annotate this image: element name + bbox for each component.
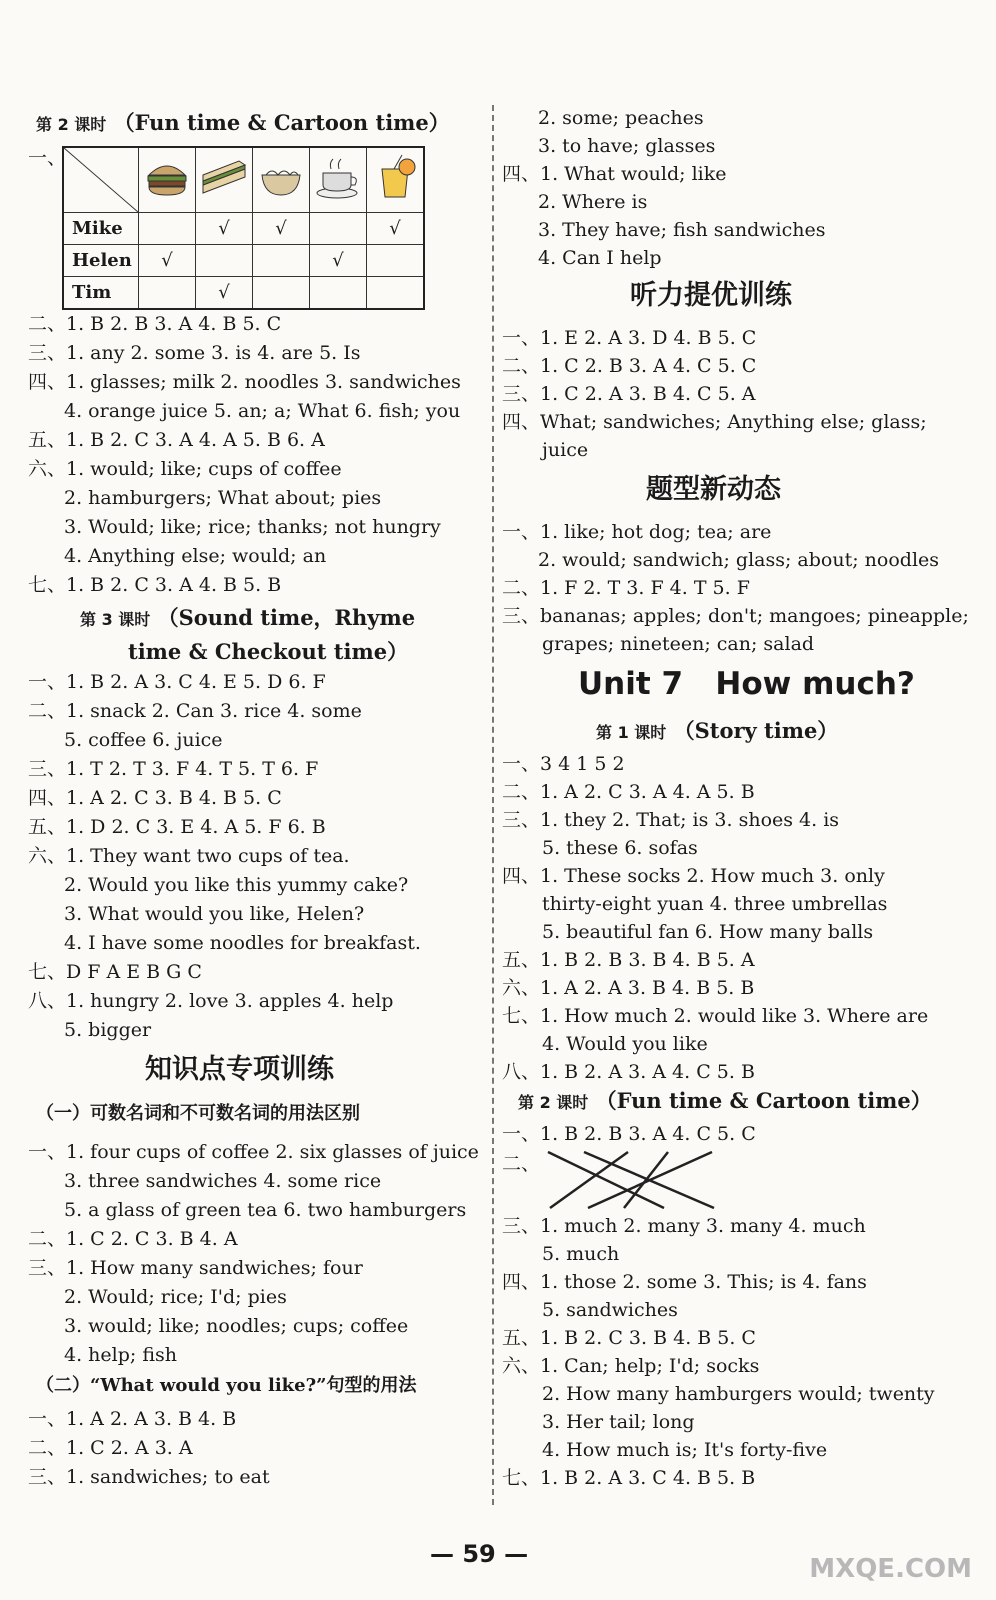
answer-line: 5. sandwiches bbox=[542, 1299, 678, 1321]
answer-line: 三、1. much 2. many 3. many 4. much bbox=[502, 1215, 866, 1237]
answer-line: 五、1. B 2. B 3. B 4. B 5. A bbox=[502, 949, 755, 971]
coffee-icon bbox=[310, 147, 367, 213]
answer-line: 5. much bbox=[542, 1243, 620, 1265]
answer-line: 二、1. snack 2. Can 3. rice 4. some bbox=[28, 700, 362, 722]
subsection-title-2: （二）“What would you like?”句型的用法 bbox=[36, 1375, 417, 1396]
answer-line: 5. these 6. sofas bbox=[542, 837, 698, 859]
answer-line: 七、1. How much 2. would like 3. Where are bbox=[502, 1005, 929, 1027]
table-label: 一、 bbox=[28, 147, 67, 169]
answer-line: 三、1. C 2. A 3. B 4. C 5. A bbox=[502, 383, 756, 405]
noodles-icon bbox=[253, 147, 310, 213]
answer-line: 三、1. sandwiches; to eat bbox=[28, 1466, 270, 1488]
answer-line: 三、1. T 2. T 3. F 4. T 5. T 6. F bbox=[28, 758, 319, 780]
special-training-title: 知识点专项训练 bbox=[145, 1054, 334, 1085]
answer-line: 七、D F A E B G C bbox=[28, 961, 202, 983]
answer-line: 二、1. F 2. T 3. F 4. T 5. F bbox=[502, 577, 750, 599]
answer-line: 2. hamburgers; What about; pies bbox=[64, 487, 382, 509]
answer-line: grapes; nineteen; can; salad bbox=[542, 633, 815, 655]
answer-line: 二、1. C 2. A 3. A bbox=[28, 1437, 193, 1459]
answer-line: 4. How much is; It's forty-five bbox=[542, 1439, 828, 1461]
answer-line: thirty-eight yuan 4. three umbrellas bbox=[542, 893, 888, 915]
answer-line: 5. a glass of green tea 6. two hamburgers bbox=[64, 1199, 467, 1221]
matching-label: 二、 bbox=[502, 1153, 541, 1175]
answer-line: 2. would; sandwich; glass; about; noodles bbox=[538, 549, 940, 571]
answer-line: 五、1. B 2. C 3. B 4. B 5. C bbox=[502, 1327, 756, 1349]
answer-line: 一、1. B 2. B 3. A 4. C 5. C bbox=[502, 1123, 756, 1145]
answer-line: 5. beautiful fan 6. How many balls bbox=[542, 921, 874, 943]
answer-line: 2. Would; rice; I'd; pies bbox=[64, 1286, 287, 1308]
table-row: Helen √ √ bbox=[63, 245, 424, 277]
diagonal-line bbox=[64, 148, 138, 212]
answer-line: 六、1. A 2. A 3. B 4. B 5. B bbox=[502, 977, 755, 999]
answer-line: 3. to have; glasses bbox=[538, 135, 716, 157]
answer-line: 一、3 4 1 5 2 bbox=[502, 753, 625, 775]
watermark: MXQE.COM bbox=[809, 1554, 972, 1584]
answer-line: 八、1. hungry 2. love 3. apples 4. help bbox=[28, 990, 394, 1012]
answer-line: 一、1. four cups of coffee 2. six glasses of juice bbox=[28, 1141, 479, 1163]
answer-line: 3. three sandwiches 4. some rice bbox=[64, 1170, 382, 1192]
answer-line: 四、1. A 2. C 3. B 4. B 5. C bbox=[28, 787, 282, 809]
answer-line: 4. I have some noodles for breakfast. bbox=[64, 932, 421, 954]
answer-line: 五、1. D 2. C 3. E 4. A 5. F 6. B bbox=[28, 816, 326, 838]
answer-line: 4. help; fish bbox=[64, 1344, 177, 1366]
table-row: Tim √ bbox=[63, 277, 424, 310]
new-type-title: 题型新动态 bbox=[646, 474, 781, 505]
matching-lines bbox=[544, 1146, 744, 1214]
answer-line: 5. bigger bbox=[64, 1019, 152, 1041]
answer-line: 四、1. What would; like bbox=[502, 163, 727, 185]
answer-line: 4. orange juice 5. an; a; What 6. fish; you bbox=[64, 400, 461, 422]
answer-line: 二、1. B 2. B 3. A 4. B 5. C bbox=[28, 313, 282, 335]
table-row: Mike √ √ √ bbox=[63, 213, 424, 245]
answer-line: 3. would; like; noodles; cups; coffee bbox=[64, 1315, 409, 1337]
answer-line: 六、1. would; like; cups of coffee bbox=[28, 458, 342, 480]
diagonal-header-cell bbox=[63, 147, 139, 213]
answer-line: 四、1. These socks 2. How much 3. only bbox=[502, 865, 885, 887]
answer-line: 2. Would you like this yummy cake? bbox=[64, 874, 409, 896]
listening-title: 听力提优训练 bbox=[630, 280, 792, 311]
answer-line: 一、1. B 2. A 3. C 4. E 5. D 6. F bbox=[28, 671, 326, 693]
answer-line: juice bbox=[542, 439, 589, 461]
answer-line: 5. coffee 6. juice bbox=[64, 729, 223, 751]
answer-line: 一、1. E 2. A 3. D 4. B 5. C bbox=[502, 327, 757, 349]
answer-line: 三、1. How many sandwiches; four bbox=[28, 1257, 363, 1279]
answer-line: 4. Anything else; would; an bbox=[64, 545, 327, 567]
answer-line: 四、What; sandwiches; Anything else; glass; bbox=[502, 411, 927, 433]
answer-line: 3. What would you like, Helen? bbox=[64, 903, 365, 925]
answer-line: 八、1. B 2. A 3. A 4. C 5. B bbox=[502, 1061, 755, 1083]
answer-line: 三、1. any 2. some 3. is 4. are 5. Is bbox=[28, 342, 361, 364]
answer-line: 2. Where is bbox=[538, 191, 648, 213]
column-divider bbox=[492, 105, 494, 1505]
answer-line: 一、1. like; hot dog; tea; are bbox=[502, 521, 772, 543]
answer-line: 七、1. B 2. A 3. C 4. B 5. B bbox=[502, 1467, 756, 1489]
juice-icon bbox=[367, 147, 425, 213]
u7-lesson2-title: 第 2 课时 （Fun time & Cartoon time） bbox=[518, 1088, 932, 1113]
hamburger-icon bbox=[139, 147, 196, 213]
answer-line: 3. Would; like; rice; thanks; not hungry bbox=[64, 516, 441, 538]
answer-line: 二、1. C 2. C 3. B 4. A bbox=[28, 1228, 238, 1250]
answer-line: 二、1. A 2. C 3. A 4. A 5. B bbox=[502, 781, 755, 803]
lesson3-title-line2: time & Checkout time） bbox=[128, 639, 409, 664]
lesson3-title: 第 3 课时 （Sound time，Rhyme bbox=[80, 605, 416, 630]
page-number: — 59 — bbox=[430, 1540, 529, 1568]
answer-line: 一、1. A 2. A 3. B 4. B bbox=[28, 1408, 237, 1430]
answer-line: 七、1. B 2. C 3. A 4. B 5. B bbox=[28, 574, 282, 596]
answer-line: 3. They have; fish sandwiches bbox=[538, 219, 826, 241]
food-table bbox=[62, 146, 425, 310]
answer-line: 五、1. B 2. C 3. A 4. A 5. B 6. A bbox=[28, 429, 325, 451]
u7-lesson1-title: 第 1 课时 （Story time） bbox=[596, 718, 839, 743]
answer-line: 2. How many hamburgers would; twenty bbox=[542, 1383, 935, 1405]
unit-title: Unit 7 How much? bbox=[578, 666, 915, 702]
answer-line: 六、1. Can; help; I'd; socks bbox=[502, 1355, 760, 1377]
answer-line: 4. Can I help bbox=[538, 247, 662, 269]
sandwich-icon bbox=[196, 147, 253, 213]
answer-line: 4. Would you like bbox=[542, 1033, 708, 1055]
answer-line: 三、bananas; apples; don't; mangoes; pineapple; bbox=[502, 605, 969, 627]
answer-line: 2. some; peaches bbox=[538, 107, 704, 129]
answer-line: 3. Her tail; long bbox=[542, 1411, 695, 1433]
answer-line: 六、1. They want two cups of tea. bbox=[28, 845, 350, 867]
subsection-title-1: （一）可数名词和不可数名词的用法区别 bbox=[36, 1103, 360, 1124]
lesson2-title: 第 2 课时 （Fun time & Cartoon time） bbox=[36, 110, 450, 135]
answer-line: 三、1. they 2. That; is 3. shoes 4. is bbox=[502, 809, 840, 831]
answer-line: 四、1. those 2. some 3. This; is 4. fans bbox=[502, 1271, 867, 1293]
answer-line: 二、1. C 2. B 3. A 4. C 5. C bbox=[502, 355, 757, 377]
answer-line: 四、1. glasses; milk 2. noodles 3. sandwiches bbox=[28, 371, 461, 393]
